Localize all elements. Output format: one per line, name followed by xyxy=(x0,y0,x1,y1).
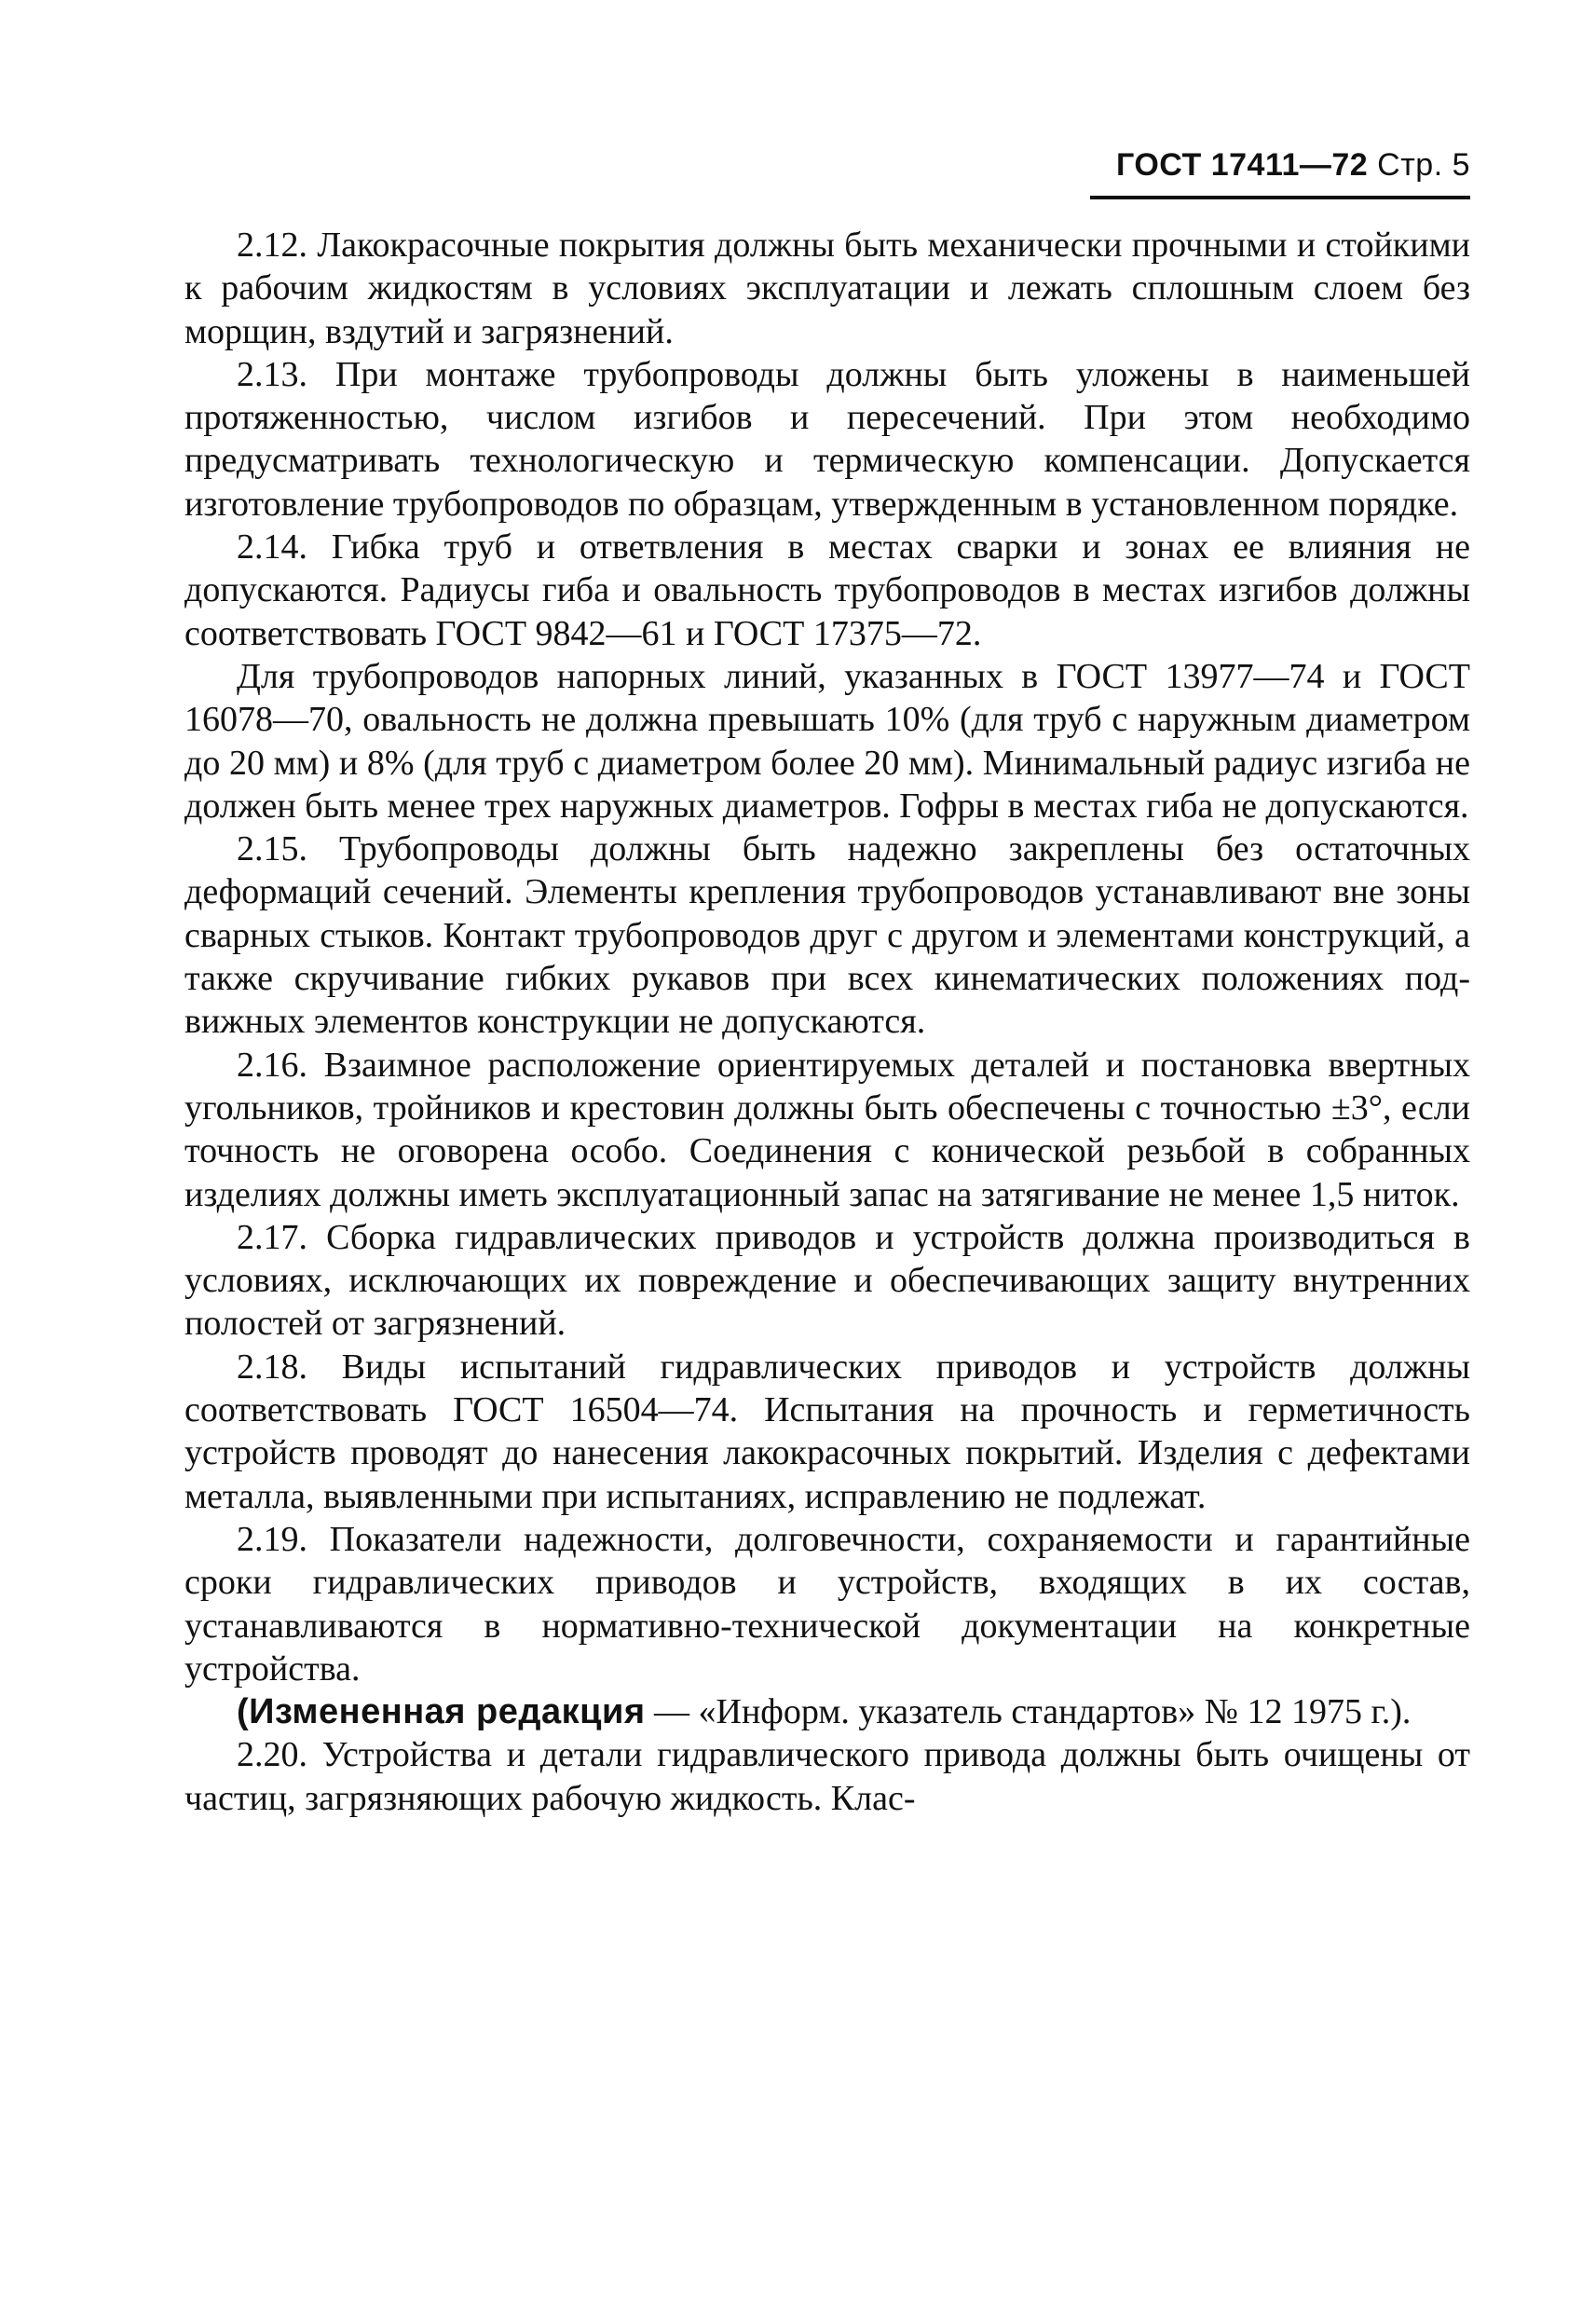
paragraph-2-15: 2.15. Трубопроводы должны быть надежно закреплены без остаточных деформаций сечений. Элементы крепления трубопроводов устанавливают вне зоны сварных стыков. Контакт трубопроводов друг с другом и элементами конструкций, а также скручивание гибких рукавов при всех кинематических положениях подвижных элементов конструкции не допускаются. xyxy=(184,829,1470,1042)
paragraph-2-20: 2.20. Устройства и детали гидравлического привода должны быть очищены от частиц, загрязняющих рабочую жидкость. Клас- xyxy=(184,1735,1470,1818)
paragraph-2-13: 2.13. При монтаже трубопроводы должны быть уложены в наименьшей протяженностью, числом изгибов и пересечений. При этом необходимо предусматривать технологическую и термическую компенсации. Допускается изготовление трубопроводов по образцам, утвержденным в установленном порядке. xyxy=(184,354,1470,524)
paragraph-2-18: 2.18. Виды испытаний гидравлических приводов и устройств должны соответствовать ГОСТ 16504—74. Испытания на прочность и герметичность устройств проводят до нанесения лакокрасочных покрытий. Изделия с дефектами металла, выявленными при испытаниях, исправлению не подлежат. xyxy=(184,1347,1470,1516)
paragraph-2-14-continued: Для трубопроводов напорных линий, указанных в ГОСТ 13977—74 и ГОСТ 16078—70, овальность не должна превышать 10% (для труб с наружным диаметром до 20 мм) и 8% (для труб с диаметром более 20 мм). Минимальный радиус изгиба не должен быть менее трех наружных диаметров. Гофры в местах гиба не допускаются. xyxy=(184,656,1470,826)
document-body xyxy=(184,224,1470,1820)
edition-note-label: (Измененная редакция xyxy=(237,1692,646,1732)
page-header xyxy=(1090,147,1470,184)
standard-number: ГОСТ 17411—72 xyxy=(1116,147,1369,183)
paragraph-2-17: 2.17. Сборка гидравлических приводов и устройств должна производиться в условиях, исключающих их повреждение и обеспечивающих защиту внутренних полостей от загрязнений. xyxy=(184,1217,1470,1344)
paragraph-2-16: 2.16. Взаимное расположение ориентируемых деталей и постановка ввертных угольников, тройников и крестовин должны быть обеспечены с точностью ±3°, если точность не оговорена особо. Соединения с конической резьбой в собранных изделиях должны иметь эксплуатационный запас на затягивание не менее 1,5 ниток. xyxy=(184,1045,1470,1214)
page-number: Стр. 5 xyxy=(1377,147,1470,183)
paragraph-2-12: 2.12. Лакокрасочные покрытия должны быть механически прочными и стойкими к рабочим жидкостям в условиях эксплуатации и лежать сплошным слоем без морщин, вздутий и загрязнений. xyxy=(184,226,1470,351)
edition-note-source: — «Информ. указатель стандартов» № 12 1975 г.). xyxy=(645,1692,1412,1732)
paragraph-2-19: 2.19. Показатели надежности, долговечности, сохраняемости и гарантийные сроки гидравлических приводов и устройств, входящих в их состав, устанавливаются в нормативно-технической документации на конкретные устройства. xyxy=(184,1519,1470,1689)
header-rule xyxy=(1090,196,1470,199)
edition-note xyxy=(184,1690,1470,1733)
paragraph-2-14: 2.14. Гибка труб и ответвления в местах сварки и зонах ее влияния не допускаются. Радиусы гиба и овальность трубопроводов в местах изгибов должны соответствовать ГОСТ 9842—61 и ГОСТ 17375—72. xyxy=(184,527,1470,653)
